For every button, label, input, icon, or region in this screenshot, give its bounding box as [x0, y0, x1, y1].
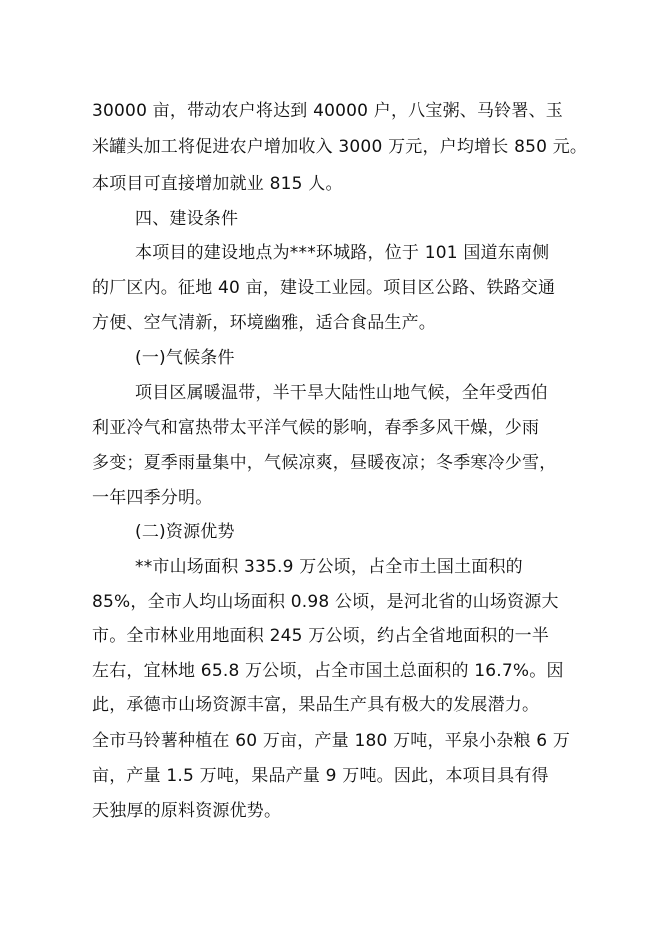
- text-line: 方便、空气清新，环境幽雅，适合食品生产。: [92, 313, 436, 333]
- text-line: **市山场面积 335.9 万公顷，占全市土国土面积的: [135, 557, 523, 577]
- text-line: 米罐头加工将促进农户增加收入 3000 万元，户均增长 850 元。: [92, 137, 588, 157]
- text-line: 85%，全市人均山场面积 0.98 公顷，是河北省的山场资源大: [92, 592, 559, 612]
- subsection-heading: (一)气候条件: [135, 348, 235, 368]
- text-line: 市。全市林业用地面积 245 万公顷，约占全省地面积的一半: [92, 626, 550, 646]
- text-line: 左右，宜林地 65.8 万公顷，占全市国土总面积的 16.7%。因: [92, 661, 564, 681]
- section-heading: 四、建设条件: [135, 209, 239, 229]
- text-line: 的厂区内。征地 40 亩，建设工业园。项目区公路、铁路交通: [92, 278, 556, 298]
- text-line: 本项目可直接增加就业 815 人。: [92, 174, 343, 194]
- text-line: 多变；夏季雨量集中，气候凉爽，昼暖夜凉；冬季寒冷少雪，: [92, 453, 557, 473]
- text-line: 利亚冷气和富热带太平洋气候的影响，春季多风干燥，少雨: [92, 418, 540, 438]
- text-line: 天独厚的原料资源优势。: [92, 801, 282, 821]
- subsection-heading: (二)资源优势: [135, 522, 235, 542]
- text-line: 一年四季分明。: [92, 488, 213, 508]
- text-line: 亩，产量 1.5 万吨，果品产量 9 万吨。因此，本项目具有得: [92, 766, 549, 786]
- text-line: 本项目的建设地点为***环城路，位于 101 国道东南侧: [135, 243, 550, 263]
- text-line: 全市马铃薯种植在 60 万亩，产量 180 万吨，平泉小杂粮 6 万: [92, 731, 571, 751]
- text-line: 30000 亩，带动农户将达到 40000 户，八宝粥、马铃署、玉: [92, 101, 563, 121]
- text-line: 项目区属暖温带，半干旱大陆性山地气候，全年受西伯: [135, 383, 548, 403]
- text-line: 此，承德市山场资源丰富，果品生产具有极大的发展潜力。: [92, 695, 540, 715]
